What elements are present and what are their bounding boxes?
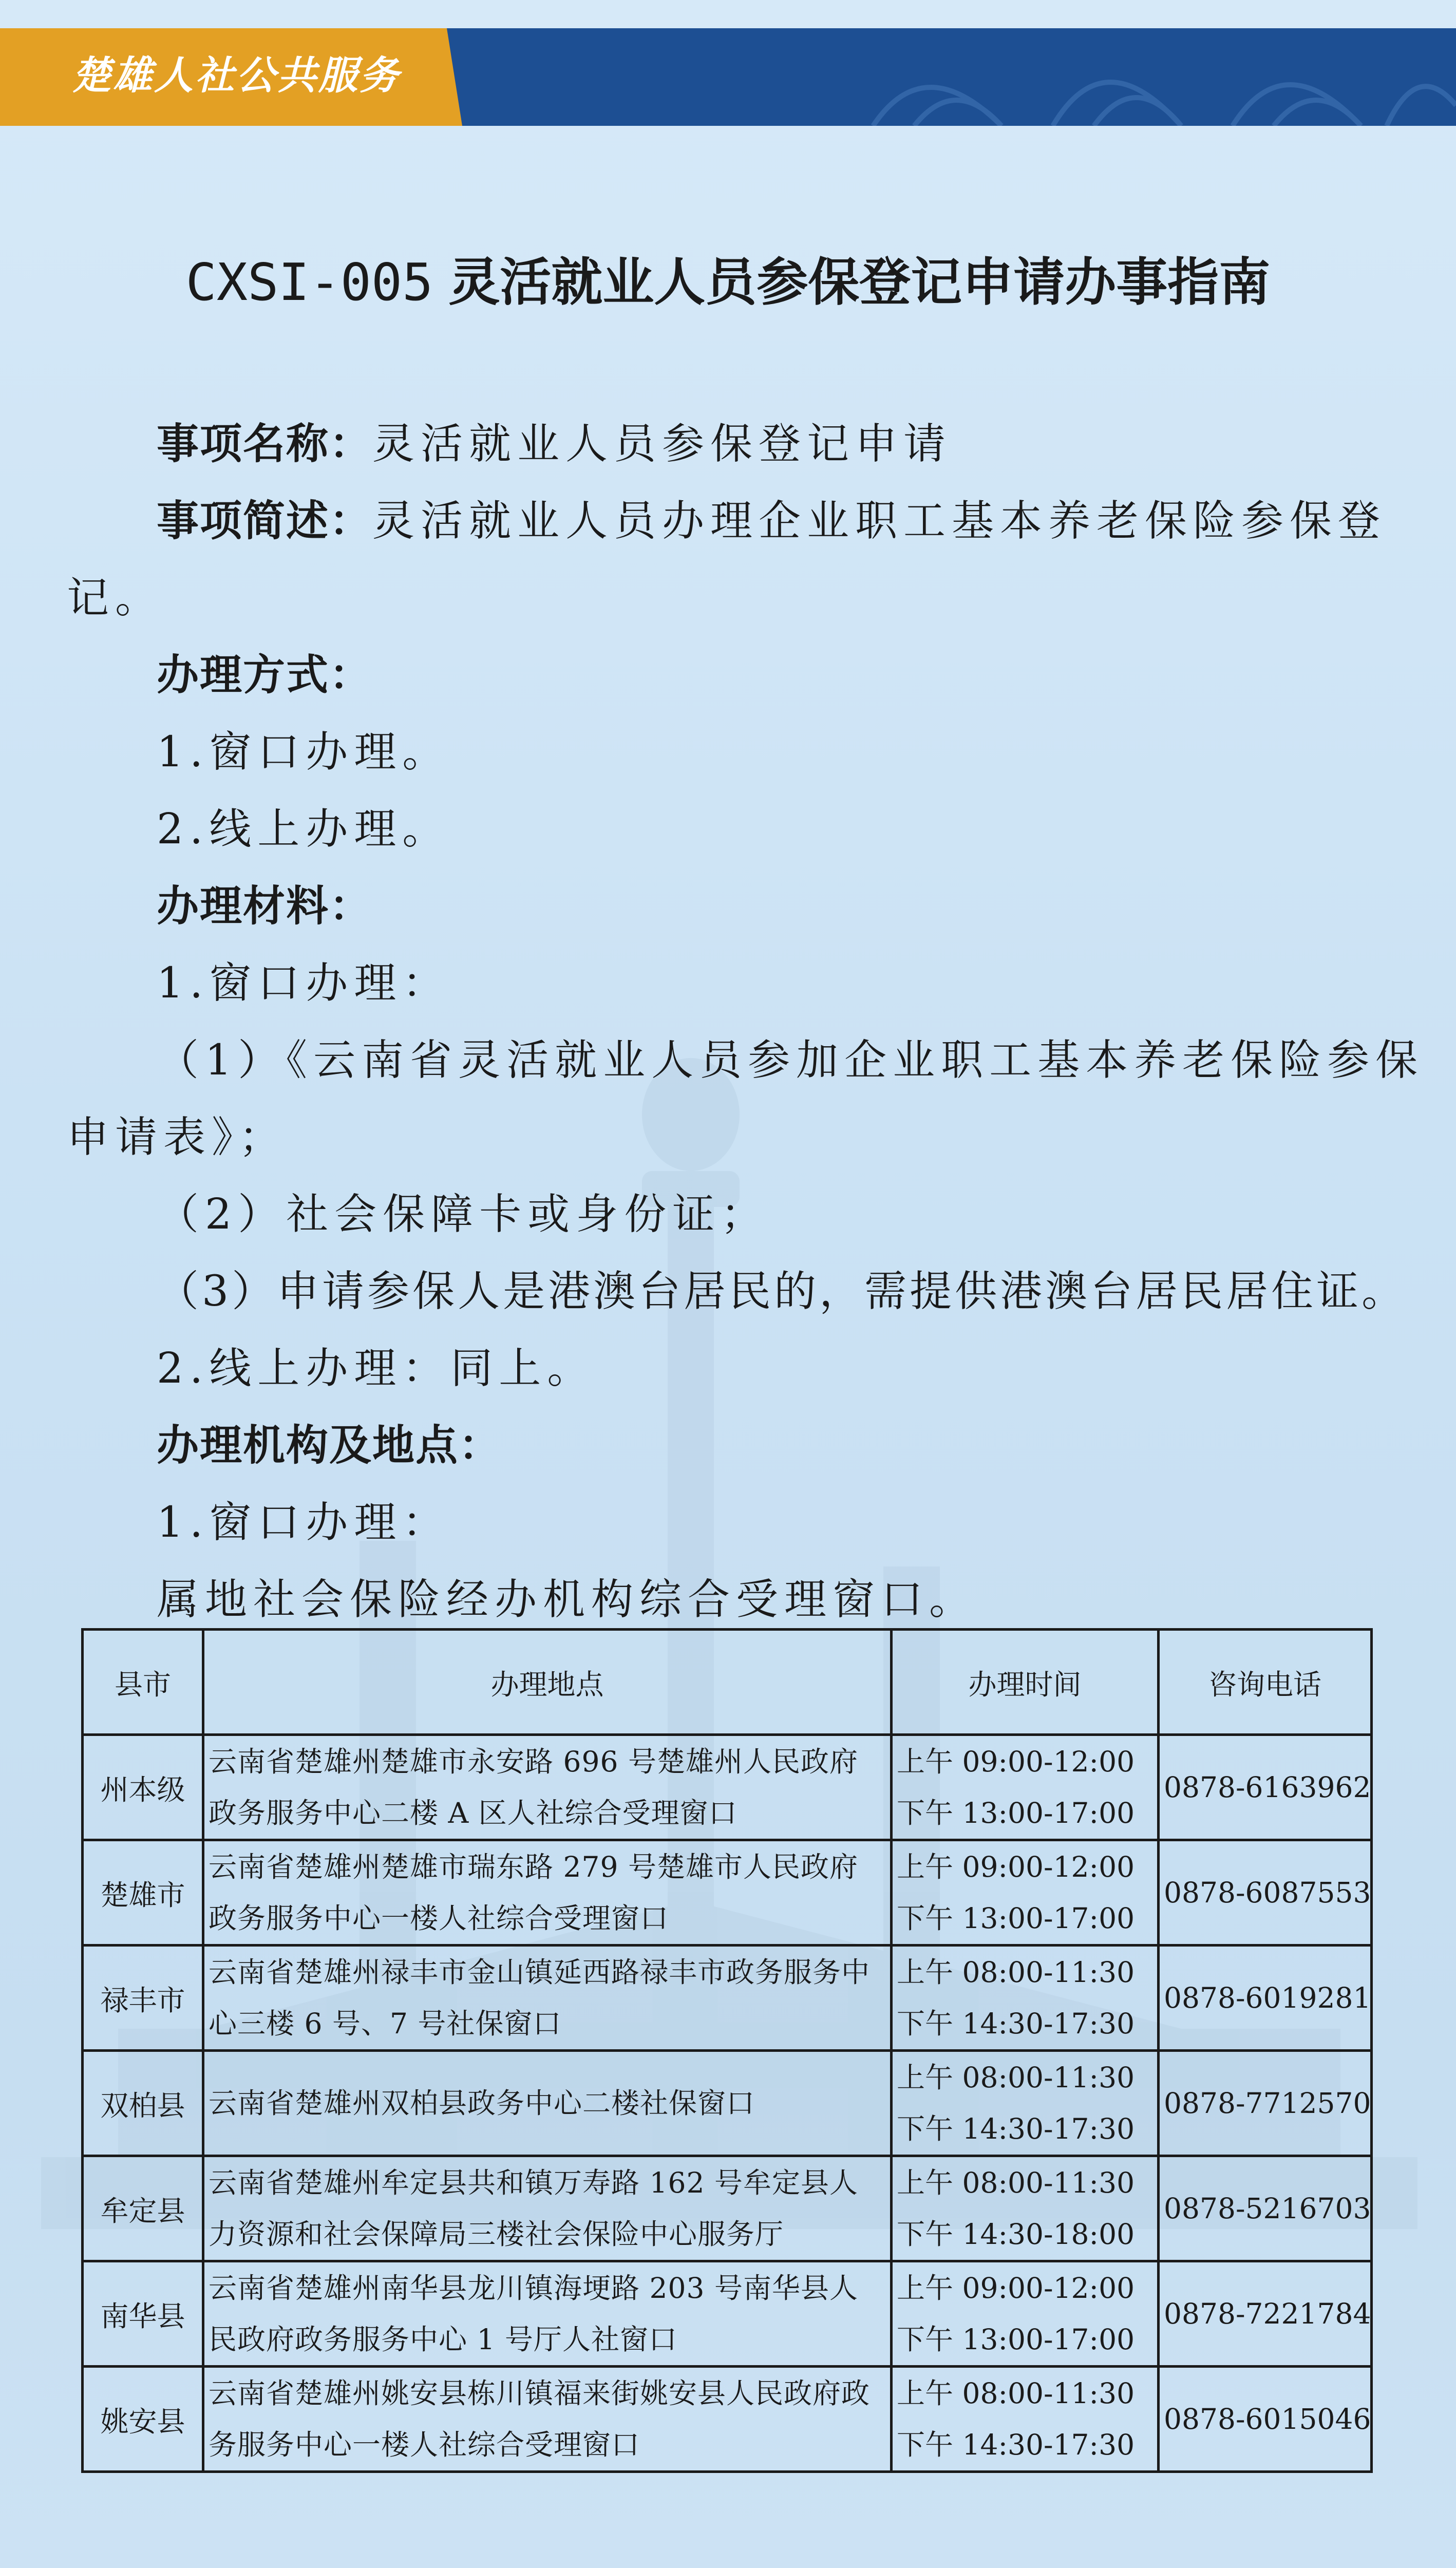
hours-pm: 下午 14:30-18:00 — [897, 2218, 1135, 2251]
hours-pm: 下午 14:30-17:30 — [897, 2007, 1135, 2040]
hours-pm: 下午 13:00-17:00 — [897, 1797, 1135, 1829]
header-county: 县市 — [83, 1630, 203, 1735]
table-header-row — [83, 1630, 1372, 1735]
cell-hours — [892, 2261, 1159, 2367]
agency-heading: 办理机构及地点： — [157, 1421, 502, 1470]
cell-hours — [892, 2156, 1159, 2261]
cell-county: 楚雄市 — [83, 1840, 203, 1946]
agency-description: 属地社会保险经办机构综合受理窗口。 — [157, 1575, 978, 1624]
table-row — [83, 1735, 1372, 1840]
cell-phone: 0878-6019281 — [1159, 1946, 1372, 2051]
hours-pm: 下午 14:30-17:30 — [897, 2112, 1135, 2145]
item-name-label: 事项名称： — [157, 420, 373, 468]
hours-am: 上午 09:00-12:00 — [897, 2272, 1135, 2305]
method-item-window: 1.窗口办理。 — [157, 728, 451, 777]
item-desc-row — [67, 483, 1402, 560]
guide-content — [67, 406, 1424, 1638]
table-row — [83, 1946, 1372, 2051]
cell-hours — [892, 1735, 1159, 1840]
material-item-3: （3）申请参保人是港澳台居民的，需提供港澳台居民居住证。 — [157, 1267, 1407, 1316]
cell-phone: 0878-6163962 — [1159, 1735, 1372, 1840]
item-desc-label: 事项简述： — [157, 497, 373, 545]
cell-address: 云南省楚雄州南华县龙川镇海埂路 203 号南华县人民政府政务服务中心 1 号厅人社窗口 — [203, 2261, 892, 2367]
cell-hours — [892, 2367, 1159, 2472]
cell-county: 牟定县 — [83, 2156, 203, 2261]
method-item-online: 2.线上办理。 — [157, 805, 451, 854]
cell-phone: 0878-6087553 — [1159, 1840, 1372, 1946]
cell-county: 州本级 — [83, 1735, 203, 1840]
material-item-2: （2）社会保障卡或身份证； — [157, 1190, 769, 1239]
agency-window-title: 1.窗口办理： — [157, 1498, 451, 1547]
cell-address: 云南省楚雄州姚安县栋川镇福来街姚安县人民政府政务服务中心一楼人社综合受理窗口 — [203, 2367, 892, 2472]
guide-code: CXSI-005 — [185, 252, 433, 312]
service-sites-table-wrap — [81, 1628, 1370, 2473]
table-row — [83, 2367, 1372, 2472]
page-title — [0, 249, 1456, 316]
hours-am: 上午 09:00-12:00 — [897, 1745, 1135, 1778]
hours-pm: 下午 13:00-17:00 — [897, 1902, 1135, 1935]
header-hours: 办理时间 — [892, 1630, 1159, 1735]
cell-address: 云南省楚雄州楚雄市永安路 696 号楚雄州人民政府政务服务中心二楼 A 区人社综合受理窗口 — [203, 1735, 892, 1840]
service-sites-table — [81, 1628, 1373, 2473]
hours-am: 上午 08:00-11:30 — [897, 2061, 1135, 2094]
table-row — [83, 2156, 1372, 2261]
cell-county: 姚安县 — [83, 2367, 203, 2472]
materials-window-title: 1.窗口办理： — [157, 959, 451, 1008]
hours-am: 上午 09:00-12:00 — [897, 1851, 1135, 1883]
cell-county: 禄丰市 — [83, 1946, 203, 2051]
cell-address: 云南省楚雄州楚雄市瑞东路 279 号楚雄市人民政府政务服务中心一楼人社综合受理窗口 — [203, 1840, 892, 1946]
table-row — [83, 2261, 1372, 2367]
item-name-row — [67, 406, 1402, 483]
table-row — [83, 2051, 1372, 2156]
header-address: 办理地点 — [203, 1630, 892, 1735]
cell-county: 南华县 — [83, 2261, 203, 2367]
item-desc-value: 灵活就业人员办理企业职工基本养老保险参保登 — [372, 497, 1387, 545]
materials-heading: 办理材料： — [157, 882, 373, 931]
material-item-1-continued: 申请表》； — [67, 1113, 288, 1162]
item-name-value: 灵活就业人员参保登记申请 — [372, 420, 952, 468]
hours-am: 上午 08:00-11:30 — [897, 2377, 1135, 2410]
item-desc-continued: 记。 — [67, 574, 164, 622]
guide-name: 灵活就业人员参保登记申请办事指南 — [448, 252, 1271, 312]
cell-address: 云南省楚雄州双柏县政务中心二楼社保窗口 — [203, 2051, 892, 2156]
hours-pm: 下午 13:00-17:00 — [897, 2323, 1135, 2356]
cell-county: 双柏县 — [83, 2051, 203, 2156]
material-item-1: （1）《云南省灵活就业人员参加企业职工基本养老保险参保 — [157, 1036, 1424, 1085]
header-phone: 咨询电话 — [1159, 1630, 1372, 1735]
brand-title: 楚雄人社公共服务 — [72, 52, 401, 98]
cell-hours — [892, 1840, 1159, 1946]
cell-address: 云南省楚雄州禄丰市金山镇延西路禄丰市政务服务中心三楼 6 号、7 号社保窗口 — [203, 1946, 892, 2051]
hours-am: 上午 08:00-11:30 — [897, 1956, 1135, 1989]
table-row — [83, 1840, 1372, 1946]
methods-heading: 办理方式： — [157, 651, 373, 700]
cell-phone: 0878-6015046 — [1159, 2367, 1372, 2472]
cell-phone: 0878-5216703 — [1159, 2156, 1372, 2261]
hours-pm: 下午 14:30-17:30 — [897, 2428, 1135, 2461]
cell-hours — [892, 1946, 1159, 2051]
cell-phone: 0878-7221784 — [1159, 2261, 1372, 2367]
cell-address: 云南省楚雄州牟定县共和镇万寿路 162 号牟定县人力资源和社会保障局三楼社会保险中心服务厅 — [203, 2156, 892, 2261]
hours-am: 上午 08:00-11:30 — [897, 2166, 1135, 2199]
cell-phone: 0878-7712570 — [1159, 2051, 1372, 2156]
cell-hours — [892, 2051, 1159, 2156]
materials-online: 2.线上办理：同上。 — [157, 1344, 596, 1393]
